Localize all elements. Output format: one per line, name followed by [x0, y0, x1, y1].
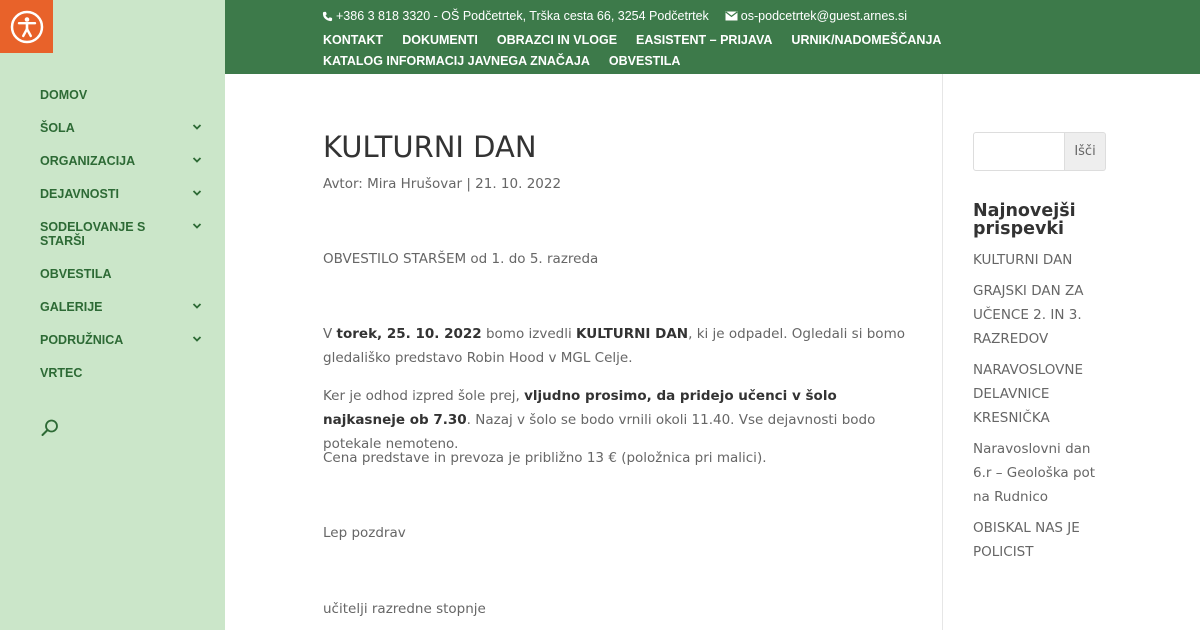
sidebar-item-label: ORGANIZACIJA	[40, 154, 136, 168]
sidebar-item-label: GALERIJE	[40, 300, 103, 314]
contact-info	[322, 9, 907, 23]
post-meta	[323, 176, 561, 192]
sidebar-item-label: ŠOLA	[40, 121, 75, 135]
recent-post-link[interactable]: Naravoslovni dan 6.r – Geološka pot na Rudnico	[973, 441, 1096, 505]
author-link[interactable]: Mira Hrušovar	[367, 176, 463, 192]
sidebar-item-label: SODELOVANJE S STARŠI	[40, 220, 146, 248]
chevron-down-icon[interactable]	[192, 222, 202, 230]
post-paragraph: učitelji razredne stopnje	[323, 601, 486, 617]
search-button[interactable]: Išči	[1065, 132, 1106, 171]
sidebar-item-domov[interactable]	[40, 88, 210, 102]
chevron-down-icon[interactable]	[192, 123, 202, 131]
top-nav-dokumenti[interactable]: DOKUMENTI	[402, 33, 478, 47]
sidebar-item-sodelovanje[interactable]	[40, 220, 210, 248]
text-run: V	[323, 326, 337, 342]
bold-event: KULTURNI DAN	[576, 326, 689, 342]
recent-posts-list	[973, 248, 1101, 571]
sidebar-item-label: OBVESTILA	[40, 267, 112, 281]
recent-posts-title: Najnovejši prispevki	[973, 201, 1076, 239]
bold-request: vljudno prosimo, da pridejo učenci v šolo najkasneje ob 7.30	[323, 388, 837, 428]
sidebar-item-organizacija[interactable]	[40, 154, 210, 168]
post-date: 21. 10. 2022	[475, 176, 562, 192]
recent-post-link[interactable]: GRAJSKI DAN ZA UČENCE 2. IN 3. RAZREDOV	[973, 283, 1084, 347]
chevron-down-icon[interactable]	[192, 189, 202, 197]
sidebar-item-vrtec[interactable]	[40, 366, 210, 380]
sidebar-nav	[40, 88, 210, 380]
top-nav-obrazci[interactable]: OBRAZCI IN VLOGE	[496, 33, 618, 47]
sidebar-item-podruznica[interactable]	[40, 333, 210, 347]
sidebar-item-sola[interactable]	[40, 121, 210, 135]
top-nav	[323, 30, 1043, 72]
post-paragraph: Cena predstave in prevoza je približno 13 € (položnica pri malici).	[323, 450, 767, 466]
sidebar-item-label: VRTEC	[40, 366, 83, 380]
meta-separator: |	[462, 176, 476, 192]
accessibility-icon	[10, 10, 44, 44]
accessibility-button[interactable]	[0, 0, 53, 53]
text-run: Ker je odhod izpred šole prej,	[323, 388, 525, 404]
bold-date: torek, 25. 10. 2022	[336, 326, 482, 342]
email-link[interactable]	[725, 9, 907, 23]
chevron-down-icon[interactable]	[192, 302, 202, 310]
text-run: bomo izvedli	[481, 326, 577, 342]
sidebar-item-label: PODRUŽNICA	[40, 333, 124, 347]
sidebar	[0, 0, 225, 630]
sidebar-item-galerije[interactable]	[40, 300, 210, 314]
email-text: os-podcetrtek@guest.arnes.si	[740, 9, 908, 23]
post-paragraph: OBVESTILO STARŠEM od 1. do 5. razreda	[323, 251, 599, 267]
chevron-down-icon[interactable]	[192, 335, 202, 343]
sidebar-item-label: DOMOV	[40, 88, 88, 102]
text-run: , ki je odpadel. Ogledali si bomo gledališko predstavo Robin Hood v MGL Celje.	[323, 326, 905, 366]
search-widget	[973, 132, 1106, 171]
top-nav-urnik[interactable]: URNIK/NADOMEŠČANJA	[791, 33, 942, 47]
sidebar-item-obvestila[interactable]	[40, 267, 210, 281]
top-nav-katalog[interactable]: KATALOG INFORMACIJ JAVNEGA ZNAČAJA	[323, 54, 590, 68]
top-nav-easistent[interactable]: EASISTENT – PRIJAVA	[636, 33, 773, 47]
chevron-down-icon[interactable]	[192, 156, 202, 164]
sidebar-item-label: DEJAVNOSTI	[40, 187, 119, 201]
top-header	[225, 0, 1200, 74]
post-title: KULTURNI DAN	[323, 130, 537, 164]
top-nav-obvestila[interactable]: OBVESTILA	[608, 54, 681, 68]
text-run: . Nazaj v šolo se bodo vrnili okoli 11.40. Vse dejavnosti bodo potekale nemoteno.	[323, 412, 876, 452]
post-paragraph	[323, 322, 908, 370]
recent-post-link[interactable]: KULTURNI DAN	[973, 252, 1073, 268]
recent-post-link[interactable]: OBISKAL NAS JE POLICIST	[973, 520, 1080, 560]
phone-address-text[interactable]: +386 3 818 3320 - OŠ Podčetrtek, Trška cesta 66, 3254 Podčetrtek	[336, 9, 709, 23]
phone-icon	[322, 11, 333, 22]
search-input[interactable]	[973, 132, 1065, 171]
sidebar-divider	[942, 74, 943, 630]
top-nav-kontakt[interactable]: KONTAKT	[323, 33, 384, 47]
mail-icon	[725, 11, 738, 21]
recent-post-link[interactable]: NARAVOSLOVNE DELAVNICE KRESNIČKA	[973, 362, 1084, 426]
post-paragraph: Lep pozdrav	[323, 525, 406, 541]
meta-prefix: Avtor:	[323, 176, 368, 192]
sidebar-item-dejavnosti[interactable]	[40, 187, 210, 201]
search-icon[interactable]	[40, 418, 60, 438]
